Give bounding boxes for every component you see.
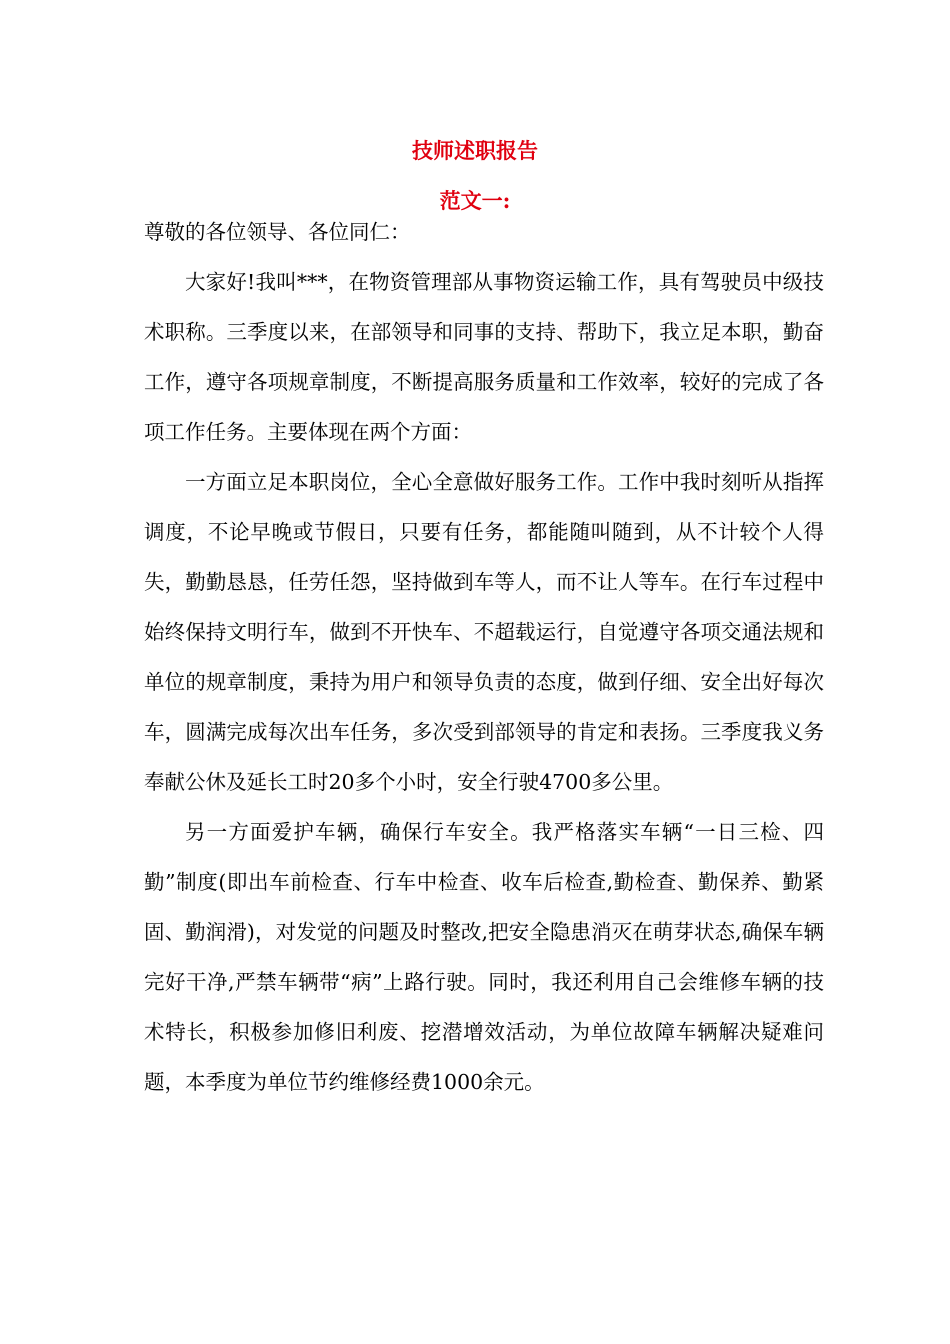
document-title: 技师述职报告 [412, 138, 538, 163]
paragraph-intro: 大家好!我叫***，在物资管理部从事物资运输工作，具有驾驶员中级技术职称。三季度以来，在部领导和同事的支持、帮助下，我立足本职，勤奋工作，遵守各项规章制度，不断提高服务质量和工作效率，较好的完成了各项工作任务。主要体现在两个方面： [144, 270, 824, 444]
document-subtitle: 范文一: [439, 188, 511, 213]
document-body [144, 207, 824, 1107]
paragraph-vehicle-care: 另一方面爱护车辆，确保行车安全。我严格落实车辆“一日三检、四勤”制度(即出车前检查、行车中检查、收车后检查,勤检查、勤保养、勤紧固、勤润滑)，对发觉的问题及时整改,把安全隐患消灭在萌芽状态,确保车辆完好干净,严禁车辆带“病”上路行驶。同时，我还利用自己会维修车辆的技术特长，积极参加修旧利废、挖潜增效活动，为单位故障车辆解决疑难问题，本季度为单位节约维修经费1000余元。 [144, 820, 824, 1094]
salutation: 尊敬的各位领导、各位同仁： [144, 220, 411, 244]
paragraph-service: 一方面立足本职岗位，全心全意做好服务工作。工作中我时刻听从指挥调度，不论早晚或节假日，只要有任务，都能随叫随到，从不计较个人得失，勤勤恳恳，任劳任怨，坚持做到车等人，而不让人等车。在行车过程中始终保持文明行车，做到不开快车、不超载运行，自觉遵守各项交通法规和单位的规章制度，秉持为用户和领导负责的态度，做到仔细、安全出好每次车，圆满完成每次出车任务，多次受到部领导的肯定和表扬。三季度我义务奉献公休及延长工时20多个小时，安全行驶4700多公里。 [144, 470, 824, 794]
